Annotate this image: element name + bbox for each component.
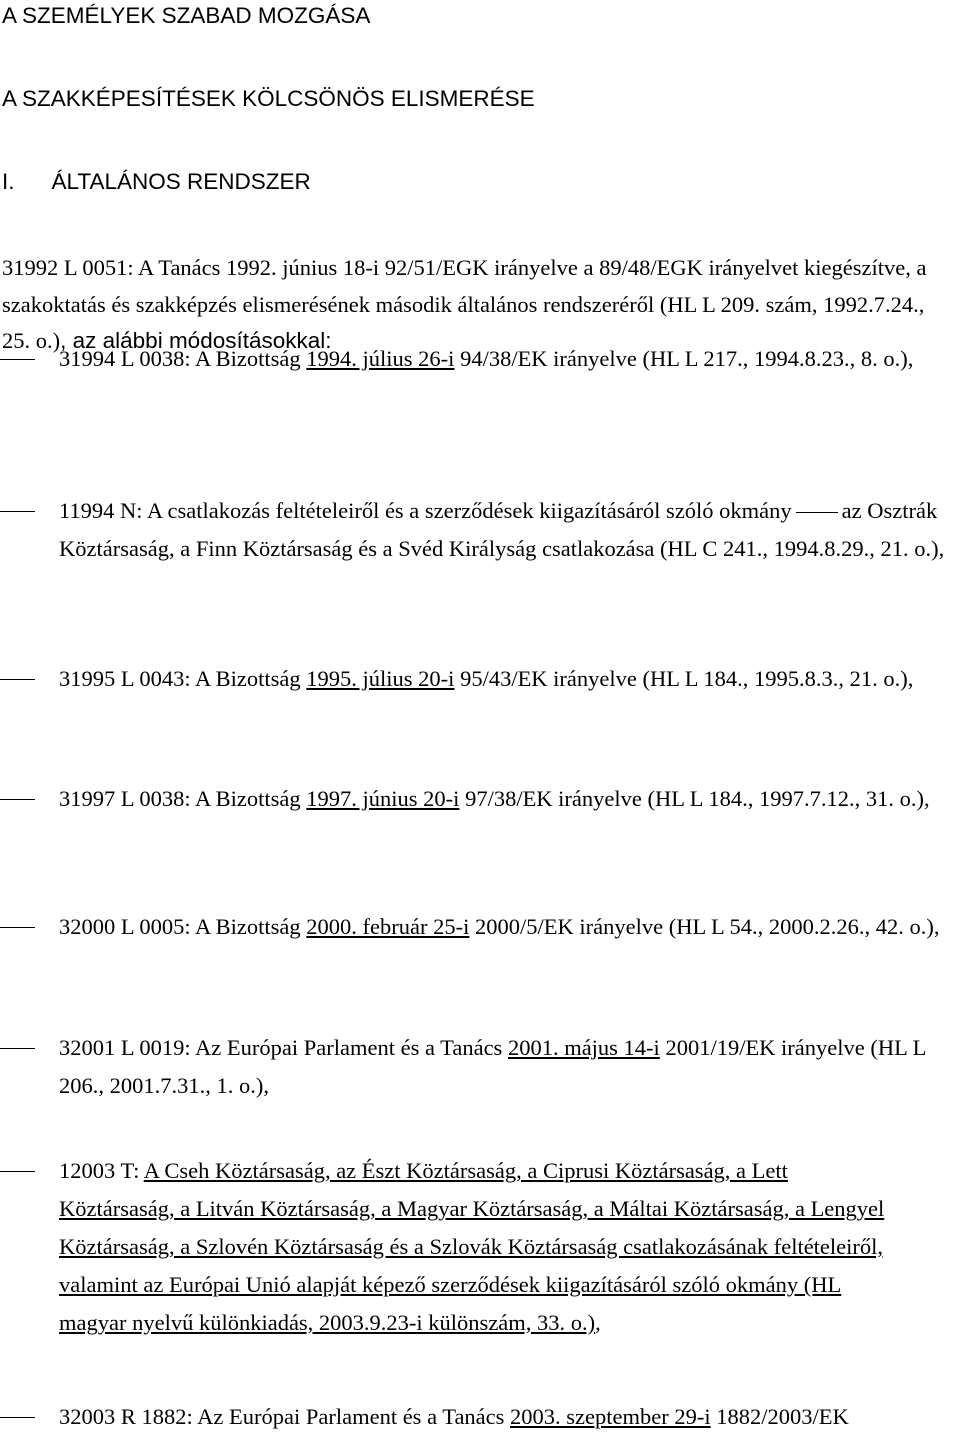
entry-text: 31997 L 0038: A Bizottság 1997. június 20-i 97/38/EK irányelve (HL L 184., 1997.7.12., 31. o.), [59, 786, 930, 811]
dash-marker [0, 511, 35, 512]
em-dash [796, 512, 838, 513]
intro-suffix: , az alábbi módosításokkal: [60, 328, 332, 353]
chapter-title: ÁLTALÁNOS RENDSZER [51, 169, 311, 194]
entry-text: 32001 L 0019: Az Európai Parlament és a Tanács 2001. május 14-i 2001/19/EK irányelve (HL L 206., 2001.7.31., 1. o.), [59, 1035, 926, 1098]
dash-marker [0, 679, 35, 680]
act-link[interactable]: Köztársaság, a Szlovén Köztársaság és a Szlovák Köztársaság csatlakozásának feltételeiről, [59, 1234, 884, 1259]
dash-marker [0, 799, 35, 800]
chapter-number: I. [2, 169, 15, 194]
chapter-heading [2, 169, 311, 195]
dash-marker [0, 1171, 35, 1172]
date-link[interactable]: 1994. július 26-i [306, 346, 455, 371]
act-link[interactable]: A Cseh Köztársaság, az Észt Köztársaság, a Ciprusi Köztársaság, a Lett [143, 1158, 788, 1183]
entry-text: 32000 L 0005: A Bizottság 2000. február 25-i 2000/5/EK irányelve (HL L 54., 2000.2.26., 42. o.), [59, 914, 940, 939]
date-link[interactable]: 1995. július 20-i [306, 666, 455, 691]
section-heading: A SZEMÉLYEK SZABAD MOZGÁSA [2, 3, 371, 28]
act-link[interactable]: Köztársaság, a Litván Köztársaság, a Magyar Köztársaság, a Máltai Köztársaság, a Lengyel [59, 1196, 885, 1221]
dash-marker [0, 359, 35, 360]
entry-text: 32003 R 1882: Az Európai Parlament és a Tanács 2003. szeptember 29-i 1882/2003/EK [59, 1404, 849, 1429]
dash-marker [0, 1048, 35, 1049]
act-link[interactable]: magyar nyelvű különkiadás, 2003.9.23-i különszám, 33. o.) [59, 1310, 596, 1335]
intro-citation: 31992 L 0051: A Tanács 1992. június 18-i 92/51/EGK irányelve a 89/48/EGK irányelvet kiegészítve, a szakoktatás és szakképzés elismerésének második általános rendszeréről (HL L 209. szám, 1992.7.24., 25. o.) [2, 255, 927, 353]
entry-text: 31995 L 0043: A Bizottság 1995. július 20-i 95/43/EK irányelve (HL L 184., 1995.8.3., 21. o.), [59, 666, 914, 691]
entry-text: 12003 T: A Cseh Köztársaság, az Észt Köztársaság, a Ciprusi Köztársaság, a Lett Köztársaság, a Litván Köztársaság, a Magyar Köztársaság, a Máltai Köztársaság, a Lengyel Köztársaság, a Szlovén Köztársaság és a Szlovák Köztársaság csatlakozásának feltételeiről, valamint az Európai Unió alapját képező szerződések kiigazításáról szóló okmány (HL magyar nyelvű különkiadás, 2003.9.23-i különszám, 33. o.), [59, 1158, 885, 1335]
date-link[interactable]: 1997. június 20-i [306, 786, 460, 811]
date-link[interactable]: 2000. február 25-i [306, 914, 470, 939]
entry-text: 31994 L 0038: A Bizottság 1994. július 26-i 94/38/EK irányelve (HL L 217., 1994.8.23., 8. o.), [59, 346, 914, 371]
act-link[interactable]: valamint az Európai Unió alapját képező szerződések kiigazításáról szóló okmány (HL [59, 1272, 842, 1297]
dash-marker [0, 927, 35, 928]
date-link[interactable]: 2003. szeptember 29-i [510, 1404, 711, 1429]
entry-text: 11994 N: A csatlakozás feltételeiről és a szerződések kiigazításáról szóló okmány az Osztrák Köztársaság, a Finn Köztársaság és a Svéd Királyság csatlakozása (HL C 241., 1994.8.29., 21. o.), [59, 498, 945, 561]
subsection-heading: A SZAKKÉPESÍTÉSEK KÖLCSÖNÖS ELISMERÉSE [2, 86, 535, 111]
date-link[interactable]: 2001. május 14-i [507, 1035, 660, 1060]
dash-marker [0, 1417, 35, 1418]
